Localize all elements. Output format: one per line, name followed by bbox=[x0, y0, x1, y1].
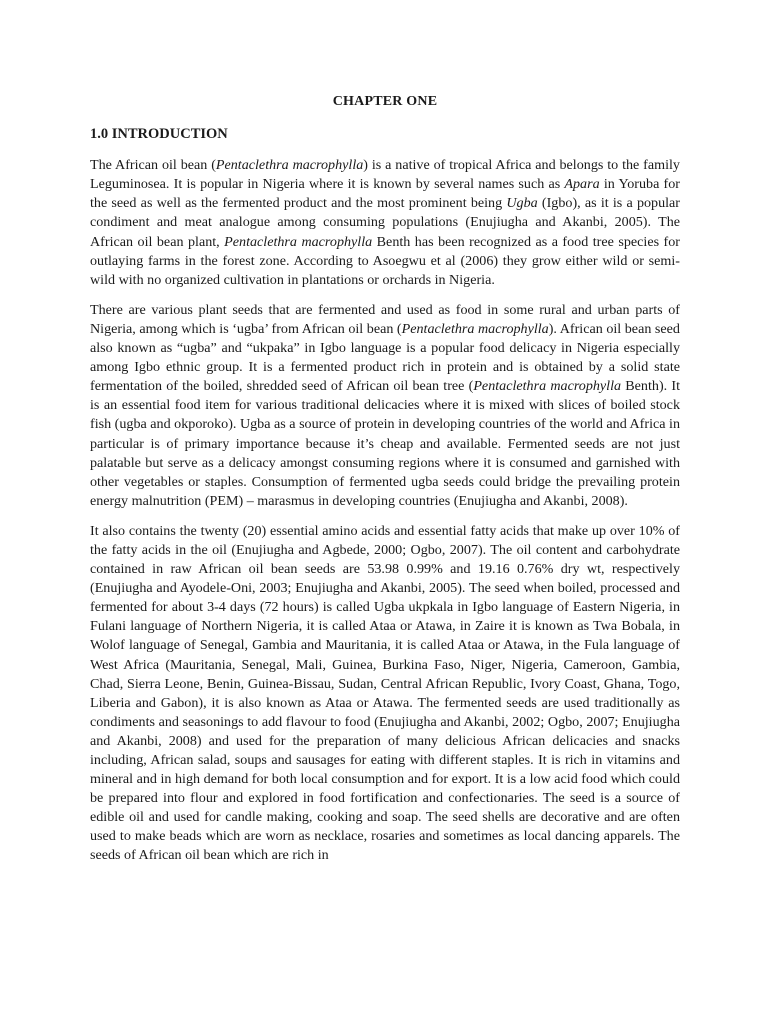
p1-ugba-term: Ugba bbox=[506, 195, 538, 212]
p1-text-4: (Igbo), as it is a popular condiment and meat analogue among consuming populations (Enujiugha and Akanbi, 2005). The African oil bean plant, bbox=[90, 195, 680, 250]
paragraph-1 bbox=[90, 156, 680, 290]
p1-species-name-1: Pentaclethra macrophylla bbox=[215, 157, 364, 174]
section-heading: 1.0 INTRODUCTION bbox=[90, 126, 228, 143]
p2-text-3: Benth). It is an essential food item for various traditional delicacies where it is mixed with slices of boiled stock fish (ugba and okporoko). Ugba as a source of protein in developing countries of the world and Africa in particular is of primary importance because it’s cheap and available. Fermented seeds are not just palatable but serve as a delicacy amongst consuming regions where it is consumed and garnished with other vegetables or staples. Consumption of fermented ugba seeds could bridge the prevailing protein energy malnutrition (PEM) – marasmus in developing countries (Enujiugha and Akanbi, 2008). bbox=[90, 378, 680, 509]
p2-species-name-2: Pentaclethra macrophylla bbox=[473, 378, 622, 395]
paragraph-3: It also contains the twenty (20) essential amino acids and essential fatty acids that make up over 10% of the fatty acids in the oil (Enujiugha and Agbede, 2000; Ogbo, 2007). The oil content and carbohydrate contained in raw African oil bean seeds are 53.98 0.99% and 19.16 0.76% dry wt, respectively (Enujiugha and Ayodele-Oni, 2003; Enujiugha and Akanbi, 2005). The seed when boiled, processed and fermented for about 3-4 days (72 hours) is called Ugba ukpkala in Igbo language of Eastern Nigeria, in Fulani language of Northern Nigeria, it is called Ataa or Atawa, in Zaire it is known as Twa Bobala, in Wolof language of Senegal, Gambia and Mauritania, it is called Ataa or Atawa, in the Fula language of West Africa (Mauritania, Senegal, Mali, Guinea, Burkina Faso, Niger, Nigeria, Cameroon, Gambia, Chad, Sierra Leone, Benin, Guinea-Bissau, Sudan, Central African Republic, Ivory Coast, Ghana, Togo, Liberia and Gabon), it is also known as Ataa or Atawa. The fermented seeds are used traditionally as condiments and seasonings to add flavour to food (Enujiugha and Akanbi, 2002; Ogbo, 2007; Enujiugha and Akanbi, 2008) and used for the preparation of many delicious African delicacies and snacks including, African salad, soups and sausages for eating with different staples. It is rich in vitamins and mineral and in high demand for both local consumption and for export. It is a low acid food which could be prepared into flour and explored in food fortification and confectionaries. The seed is a source of edible oil and used for candle making, cooking and soap. The seed shells are decorative and are often used to make beads which are worn as necklace, rosaries and sometimes as local dancing apparels. The seeds of African oil bean which are rich in bbox=[90, 522, 680, 864]
p1-text-2: ) is a native of tropical Africa and belongs to the family Leguminosea. It is popular in Nigeria where it is known by several names such as bbox=[90, 157, 680, 193]
p2-species-name-1: Pentaclethra macrophylla bbox=[401, 320, 549, 337]
p1-text-3: in Yoruba for the seed as well as the fermented product and the most prominent being bbox=[90, 176, 680, 212]
p1-apara-term: Apara bbox=[564, 176, 600, 193]
paragraph-2 bbox=[90, 301, 680, 511]
chapter-title: CHAPTER ONE bbox=[332, 94, 438, 109]
p2-text-1: There are various plant seeds that are fermented and used as food in some rural and urban parts of Nigeria, among which is ‘ugba’ from African oil bean ( bbox=[90, 301, 680, 337]
p1-text-5: Benth has been recognized as a food tree species for outlaying farms in the forest zone. According to Asoegwu et al (2006) they grow either wild or semi-wild with no organized cultivation in plantations or orchards in Nigeria. bbox=[90, 233, 680, 288]
document-page bbox=[90, 92, 680, 877]
p1-species-name-2: Pentaclethra macrophylla bbox=[224, 233, 373, 250]
p2-text-2: ). African oil bean seed also known as “ugba” and “ukpaka” in Igbo language is a popular food delicacy in Nigeria especially among Igbo ethnic group. It is a fermented product rich in protein and is obtained by a solid state fermentation of the boiled, shredded seed of African oil bean tree ( bbox=[90, 320, 680, 395]
p1-text-1: The African oil bean ( bbox=[90, 157, 216, 174]
